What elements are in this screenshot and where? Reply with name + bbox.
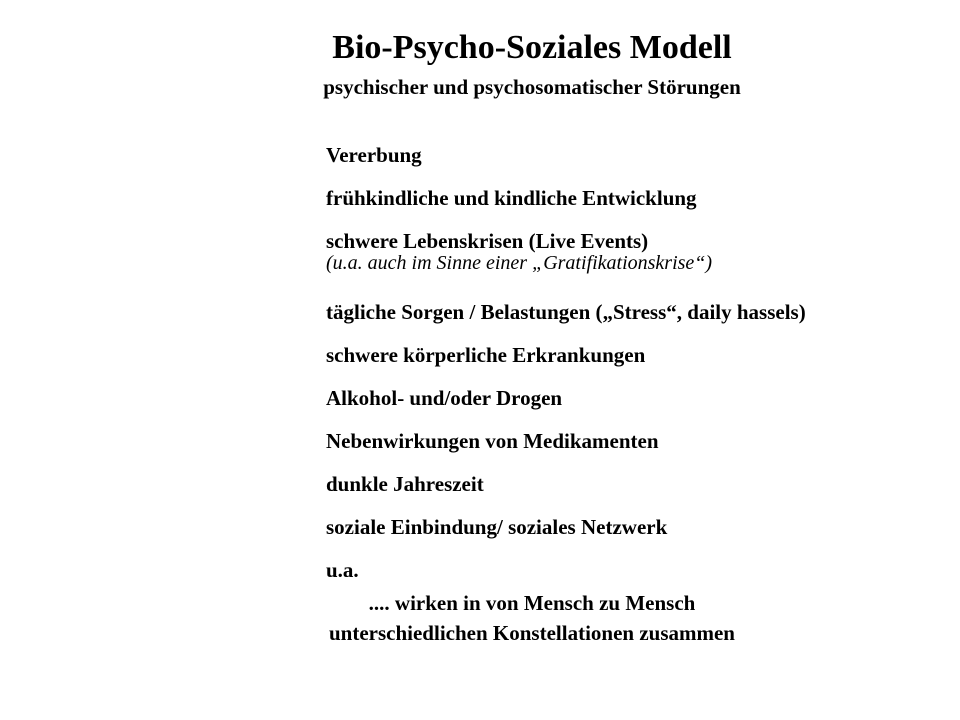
factor-label: u.a. bbox=[326, 558, 359, 582]
slide-subtitle: psychischer und psychosomatischer Störungen bbox=[323, 75, 741, 99]
factor-label: frühkindliche und kindliche Entwicklung bbox=[326, 186, 697, 210]
factor-label: Vererbung bbox=[326, 143, 422, 167]
factor-item-jahreszeit bbox=[326, 471, 946, 497]
factor-list bbox=[326, 142, 946, 589]
factor-item-alkohol-drogen bbox=[326, 385, 946, 411]
factor-label: dunkle Jahreszeit bbox=[326, 472, 484, 496]
factor-label: tägliche Sorgen / Belastungen („Stress“, daily hassels) bbox=[326, 300, 806, 324]
factor-item-netzwerk bbox=[326, 514, 946, 540]
factor-item-medikamente bbox=[326, 428, 946, 454]
conclusion-line-2: unterschiedlichen Konstellationen zusammen bbox=[328, 621, 735, 645]
slide-title: Bio-Psycho-Soziales Modell bbox=[332, 29, 732, 66]
conclusion-line-1: .... wirken in von Mensch zu Mensch bbox=[368, 591, 696, 615]
factor-item-lebenskrisen bbox=[326, 228, 946, 278]
factor-label: Alkohol- und/oder Drogen bbox=[326, 386, 563, 410]
factor-item-sorgen bbox=[326, 299, 946, 325]
factor-item-ua bbox=[326, 557, 946, 583]
factor-label: soziale Einbindung/ soziales Netzwerk bbox=[326, 515, 668, 539]
factor-item-entwicklung bbox=[326, 185, 946, 211]
factor-label: schwere körperliche Erkrankungen bbox=[326, 343, 646, 367]
factor-item-erkrankungen bbox=[326, 342, 946, 368]
factor-label: schwere Lebenskrisen (Live Events) bbox=[326, 229, 649, 253]
factor-item-vererbung bbox=[326, 142, 946, 168]
factor-label: Nebenwirkungen von Medikamenten bbox=[326, 429, 659, 453]
factor-note: (u.a. auch im Sinne einer „Gratifikationskrise“) bbox=[326, 252, 713, 274]
